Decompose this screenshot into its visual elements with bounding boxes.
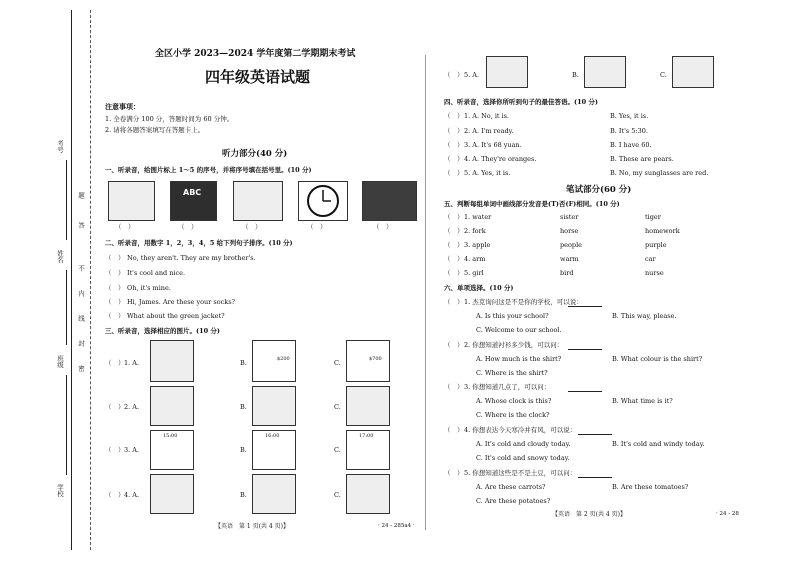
answer-bracket[interactable]: （ ） — [444, 213, 464, 221]
answer-bracket[interactable]: （ ） — [444, 298, 464, 306]
option-c: C. It's cold and snowy today. — [476, 454, 570, 462]
page-title: 四年级英语试题 — [205, 68, 311, 86]
word: homework — [645, 227, 680, 235]
answer-bracket[interactable]: （ ） — [178, 223, 198, 231]
option-c: C. Welcome to our school. — [476, 326, 562, 334]
answer-blank[interactable] — [568, 300, 602, 307]
notes-item: 1. 全卷满分 100 分，答题时间为 60 分钟。 — [105, 115, 234, 123]
option-b: B. Yes, it is. — [610, 112, 649, 120]
page-code: · 24 - 28 — [716, 511, 739, 517]
option-image[interactable] — [252, 430, 296, 470]
margin-cut-line — [90, 10, 91, 550]
option-b: B. Are these tomatoes? — [612, 483, 689, 491]
sentence-item: What about the green jacket? — [127, 312, 225, 320]
clock-image — [298, 181, 348, 221]
option-image[interactable] — [584, 56, 626, 88]
option-a: 4. A. They're oranges. — [464, 155, 537, 163]
word: car — [645, 255, 656, 263]
answer-bracket[interactable]: （ ） — [444, 169, 464, 177]
clock-icon — [299, 182, 347, 220]
option-b: B. What time is it? — [612, 397, 673, 405]
word: 4. arm — [464, 255, 486, 263]
question-text: 1. 杰克询问这是不是你的学校，可以说： — [464, 298, 583, 306]
section-1-title: 一、听录音，给图片标上 1～5 的序号，并将序号填在括号里。(10 分) — [105, 166, 312, 174]
seal-char: 不 — [77, 265, 85, 272]
seal-char: 答 — [77, 222, 85, 229]
answer-bracket[interactable]: （ ） — [444, 269, 464, 277]
option-c: C. Where is the clock? — [476, 411, 550, 419]
option-a: 2. A. I'm ready. — [464, 127, 514, 135]
answer-bracket[interactable]: （ ） — [373, 223, 393, 231]
flowers-image — [362, 181, 417, 221]
option-a: 5. A. Yes, it is. — [464, 169, 511, 177]
clock-time: 15:00 — [163, 433, 178, 439]
option-label: C. — [334, 359, 341, 367]
answer-bracket[interactable]: （ ） — [444, 255, 464, 263]
notes-item: 2. 请将各题答案填写在答题卡上。 — [105, 126, 205, 134]
section-5-title: 五、判断每组单词中画线部分发音是(T)否(F)相同。(10 分) — [444, 200, 620, 208]
seal-char: 题 — [77, 192, 85, 199]
seal-char: 密 — [77, 365, 85, 372]
notes-heading: 注意事项： — [105, 102, 140, 111]
answer-bracket[interactable]: （ ） — [444, 426, 464, 434]
sheep-image — [233, 181, 283, 221]
answer-bracket[interactable]: （ ） — [444, 341, 464, 349]
option-a: A. Is this your school? — [476, 312, 549, 320]
word: bird — [560, 269, 574, 277]
answer-bracket[interactable]: （ ） — [115, 223, 135, 231]
option-b: B. No, my sunglasses are red. — [610, 169, 709, 177]
question-number: 2. A. — [124, 403, 140, 411]
answer-bracket[interactable]: （ ） — [444, 155, 464, 163]
word: warm — [560, 255, 579, 263]
board-text: ABC — [183, 188, 202, 197]
writing-heading: 笔试部分(60 分) — [566, 185, 632, 195]
price-tag: $200 — [277, 356, 290, 362]
answer-bracket[interactable]: （ ） — [444, 227, 464, 235]
clock-time: 16:00 — [265, 433, 280, 439]
option-b: B. These are pears. — [610, 155, 674, 163]
school-label: 学校 — [56, 484, 64, 497]
option-label: B. — [240, 446, 247, 454]
option-image[interactable] — [346, 340, 390, 382]
word: purple — [645, 241, 667, 249]
word: 2. fork — [464, 227, 486, 235]
word: nurse — [645, 269, 664, 277]
section-3-title: 三、听录音，选择相应的图片。(10 分) — [105, 327, 220, 335]
sentence-item: It's cool and nice. — [127, 269, 186, 277]
exam-header: 全区小学 2023—2024 学年度第二学期期末考试 — [155, 49, 356, 59]
word: 5. girl — [464, 269, 484, 277]
mermaid-image — [108, 181, 155, 221]
option-b: B. What colour is the shirt? — [612, 355, 703, 363]
word: horse — [560, 227, 579, 235]
option-image[interactable] — [150, 430, 194, 470]
question-text: 3. 你想知道几点了，可以问： — [464, 383, 551, 391]
seal-char: 线 — [77, 315, 85, 322]
option-image[interactable] — [252, 340, 296, 382]
option-label: B. — [240, 403, 247, 411]
option-label: C. — [334, 491, 341, 499]
option-image[interactable] — [150, 474, 194, 514]
page-divider — [425, 55, 426, 530]
sentence-item: Hi, James. Are these your socks? — [127, 298, 236, 306]
option-image[interactable] — [150, 340, 194, 382]
answer-blank[interactable] — [578, 428, 612, 435]
answer-bracket[interactable]: （ ） — [105, 359, 125, 367]
answer-bracket[interactable]: （ ） — [444, 241, 464, 249]
option-b: B. It's 5:30. — [610, 127, 648, 135]
answer-bracket[interactable]: （ ） — [105, 446, 125, 454]
word: sister — [560, 213, 579, 221]
price-tag: $700 — [369, 356, 382, 362]
seal-char: 封 — [77, 340, 85, 347]
option-image[interactable] — [486, 56, 528, 88]
question-text: 5. 你想知道这些是不是土豆，可以问： — [464, 469, 577, 477]
answer-bracket[interactable]: （ ） — [444, 141, 464, 149]
seat-number-field[interactable] — [66, 160, 67, 240]
answer-bracket[interactable]: （ ） — [105, 491, 125, 499]
option-b: B. This way, please. — [612, 312, 677, 320]
word: tiger — [645, 213, 661, 221]
question-number: 5. A. — [464, 71, 480, 79]
class-label: 班级 — [56, 355, 64, 368]
answer-bracket[interactable]: （ ） — [105, 284, 125, 292]
word: people — [560, 241, 583, 249]
page-code: · 24 - 285a4 · — [378, 523, 415, 529]
answer-bracket[interactable]: （ ） — [444, 383, 464, 391]
class-field[interactable] — [66, 375, 67, 475]
section-4-title: 四、听录音，选择你所听到句子的最佳答语。(10 分) — [444, 98, 598, 106]
seat-number-label: 考号 — [56, 140, 64, 153]
word: 1. water — [464, 213, 492, 221]
question-number: 1. A. — [124, 359, 140, 367]
name-field[interactable] — [66, 270, 67, 345]
answer-bracket[interactable]: （ ） — [444, 112, 464, 120]
option-a: A. It's cold and cloudy today. — [476, 440, 571, 448]
option-b: B. It's cold and windy today. — [612, 440, 705, 448]
answer-bracket[interactable]: （ ） — [105, 312, 125, 320]
option-label: C. — [334, 446, 341, 454]
answer-blank[interactable] — [568, 343, 602, 350]
sentence-item: No, they aren't. They are my brother's. — [127, 254, 256, 262]
name-label: 姓名 — [56, 250, 64, 263]
option-label: B. — [572, 71, 579, 79]
question-number: 3. A. — [124, 446, 140, 454]
answer-bracket[interactable]: （ ） — [105, 254, 125, 262]
answer-bracket[interactable]: （ ） — [242, 223, 262, 231]
section-2-title: 二、听录音，用数字 1，2，3，4，5 给下列句子排序。(10 分) — [105, 239, 293, 247]
option-b: B. I have 60. — [610, 141, 652, 149]
answer-bracket[interactable]: （ ） — [307, 223, 327, 231]
margin-line-outer — [71, 10, 72, 550]
answer-bracket[interactable]: （ ） — [105, 298, 125, 306]
clock-time: 17:00 — [359, 433, 374, 439]
option-label: C. — [334, 403, 341, 411]
sentence-item: Oh, it's mine. — [127, 284, 171, 292]
section-6-title: 六、单项选择。(10 分) — [444, 284, 514, 292]
listening-heading: 听力部分(40 分) — [222, 149, 288, 159]
page-footer: 【英语 第 2 页(共 4 页)】 — [552, 511, 626, 518]
question-text: 4. 你想表达今天寒冷并有风，可以说： — [464, 426, 577, 434]
option-image[interactable] — [346, 430, 390, 470]
option-a: 1. A. No, it is. — [464, 112, 510, 120]
option-c: C. Where is the shirt? — [476, 369, 548, 377]
option-image[interactable] — [150, 386, 194, 426]
question-number: 4. A. — [124, 491, 140, 499]
seal-char: 内 — [77, 290, 85, 297]
answer-bracket[interactable]: （ ） — [444, 127, 464, 135]
option-image[interactable] — [252, 386, 296, 426]
blackboard-image — [170, 181, 217, 221]
option-a: 3. A. It's 68 yuan. — [464, 141, 522, 149]
option-label: B. — [240, 359, 247, 367]
option-a: A. How much is the shirt? — [476, 355, 562, 363]
question-text: 2. 你想知道衬衫多少钱，可以问： — [464, 341, 564, 349]
answer-blank[interactable] — [578, 471, 612, 478]
answer-bracket[interactable]: （ ） — [105, 403, 125, 411]
option-label: C. — [660, 71, 667, 79]
option-image[interactable] — [672, 56, 714, 88]
option-a: A. Are these carrots? — [476, 483, 546, 491]
option-label: B. — [240, 491, 247, 499]
answer-blank[interactable] — [568, 385, 602, 392]
answer-bracket[interactable]: （ ） — [444, 469, 464, 477]
option-a: A. Whose clock is this? — [476, 397, 552, 405]
option-image[interactable] — [252, 474, 296, 514]
word: 3. apple — [464, 241, 491, 249]
option-image[interactable] — [346, 386, 390, 426]
answer-bracket[interactable]: （ ） — [444, 71, 464, 79]
page-footer: 【英语 第 1 页(共 4 页)】 — [215, 523, 289, 530]
answer-bracket[interactable]: （ ） — [105, 269, 125, 277]
option-c: C. Are these potatoes? — [476, 497, 551, 505]
option-image[interactable] — [346, 474, 390, 514]
